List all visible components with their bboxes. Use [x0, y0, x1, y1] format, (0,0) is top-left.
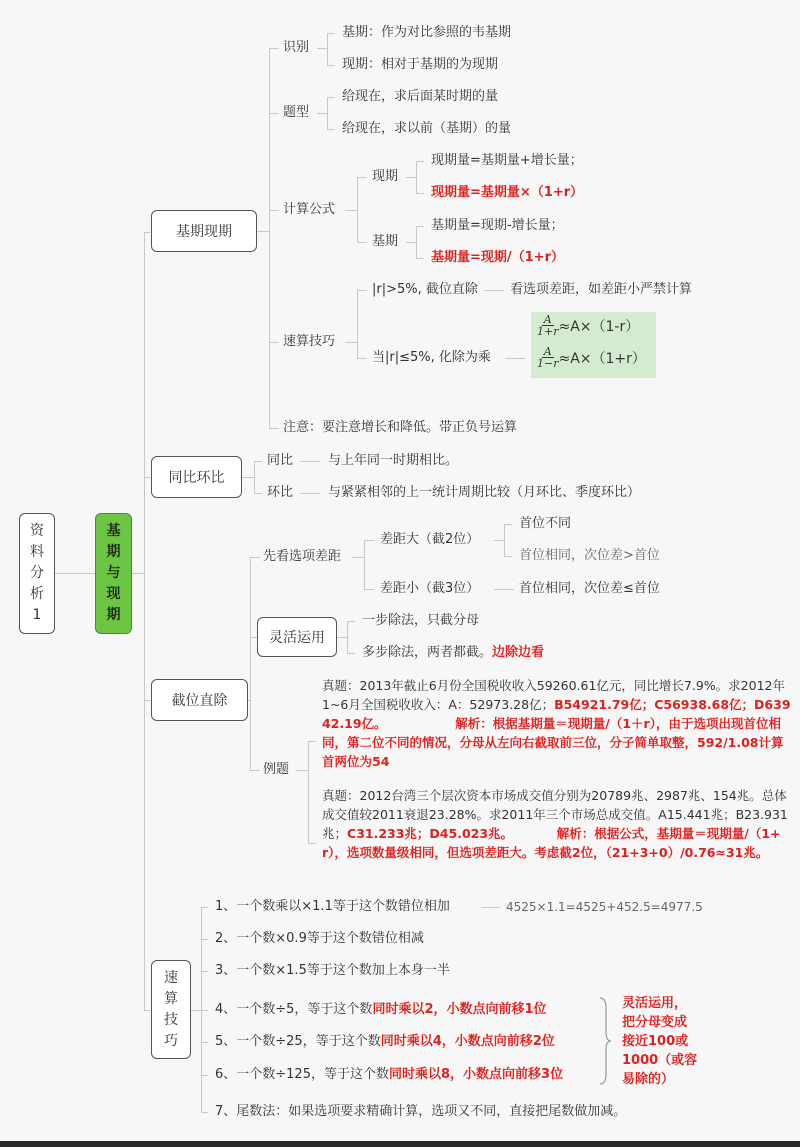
- node-yoy-mom[interactable]: [151, 456, 242, 498]
- node-label: 截位直除: [171, 693, 228, 709]
- topic-char: 期: [106, 544, 121, 560]
- trick-item-highlight: 同时乘以2，小数点向前移1位: [372, 1002, 547, 1017]
- look-gap-label: 先看选项差距: [263, 549, 342, 564]
- connector: [296, 770, 308, 771]
- quick-calc-rule-large-r: |r|>5%, 截位直除: [372, 282, 478, 297]
- connector: [308, 741, 309, 843]
- connector: [482, 907, 500, 908]
- small-gap-rule: 首位相同，次位差≤首位: [519, 581, 660, 596]
- formula-base-label: 基期: [372, 234, 399, 249]
- connector: [504, 556, 512, 557]
- mom-label: 环比: [267, 485, 294, 500]
- fraction-denominator: 1−r: [537, 357, 559, 370]
- examples-label: 例题: [263, 762, 290, 777]
- connector: [345, 342, 357, 343]
- connector: [269, 210, 279, 211]
- connector: [144, 477, 150, 478]
- node-char: 巧: [164, 1032, 178, 1049]
- approx-rhs: ≈A×（1-r）: [558, 318, 640, 335]
- connector: [242, 477, 254, 478]
- example-2-answer: C31.233兆；D45.023兆。 解析：根据公式，基期量＝现期量/（1+r），选项数量级相同，但选项差距大。考虑截2位，（21+3+0）/0.76≈31兆。: [322, 826, 781, 860]
- node-label: 基期现期: [176, 224, 232, 240]
- trick-item-7: 7、尾数法：如果选项要求精确计算，选项又不同，直接把尾数做加减。: [215, 1104, 627, 1119]
- connector: [269, 342, 279, 343]
- brace-note-line: 接近100或: [622, 1034, 689, 1049]
- connector: [357, 290, 358, 358]
- topic-char: 与: [106, 565, 121, 581]
- connector: [416, 258, 424, 259]
- trick-item-6: [215, 1066, 563, 1084]
- question-type-past: 给现在，求以前（基期）的量: [342, 121, 512, 136]
- formula-base-subtract: 基期量=现期-增长量；: [431, 218, 564, 233]
- connector: [269, 113, 279, 114]
- quick-calc-rule-large-r-note: 看选项差距，如差距小严禁计算: [510, 282, 693, 297]
- connector: [308, 843, 316, 844]
- connector: [406, 242, 416, 243]
- connector: [55, 573, 95, 574]
- root-char: 资: [30, 523, 44, 539]
- connector: [416, 226, 417, 258]
- example-1: [322, 676, 792, 771]
- trick-item-1-example: 4525×1.1=4525+452.5=4977.5: [506, 900, 703, 914]
- formula-current-add: 现期量=基期量+增长量；: [431, 153, 583, 168]
- connector: [144, 1010, 150, 1011]
- connector: [504, 524, 512, 525]
- trick-item-highlight: 同时乘以8，小数点向前移3位: [388, 1067, 564, 1082]
- trick-item-text: 5、一个数÷25，等于这个数: [215, 1034, 381, 1049]
- brace-note-line: 把分母变成: [622, 1015, 688, 1030]
- small-gap-label: 差距小（截3位）: [380, 581, 480, 596]
- connector: [317, 113, 327, 114]
- connector: [269, 428, 279, 429]
- connector: [352, 557, 364, 558]
- trick-item-4: [215, 1001, 547, 1019]
- connector: [201, 907, 208, 908]
- connector: [132, 573, 144, 574]
- example-1-question: 真题：2013年截止6月份全国税收收入59260.61亿元，同比增长7.9%。求2012年1~6月全国税收收入：A：52973.28亿；: [322, 678, 785, 712]
- connector: [327, 33, 335, 34]
- fraction: [537, 346, 558, 369]
- connector: [416, 161, 424, 162]
- connector: [250, 770, 260, 771]
- brace-note-line: 1000（或容: [622, 1053, 698, 1068]
- trick-item-text: 4、一个数÷5，等于这个数: [215, 1002, 373, 1017]
- connector: [357, 177, 358, 242]
- connector: [300, 493, 320, 494]
- formula-label: 计算公式: [283, 202, 336, 217]
- flexible-multi-step-text: 多步除法，两者都截。: [362, 645, 493, 660]
- fraction-numerator: A: [543, 345, 552, 358]
- connector: [347, 621, 355, 622]
- connector: [201, 1112, 208, 1113]
- approximation-formula-box: [531, 312, 656, 378]
- curly-brace-icon: [598, 996, 612, 1086]
- connector: [327, 33, 328, 65]
- connector: [201, 1075, 208, 1076]
- connector: [345, 210, 357, 211]
- flexible-one-step: 一步除法，只截分母: [362, 613, 480, 628]
- root-node[interactable]: [19, 513, 55, 634]
- fraction-numerator: A: [543, 313, 552, 326]
- trick-item-text: 6、一个数÷125，等于这个数: [215, 1067, 389, 1082]
- approx-rhs: ≈A×（1+r）: [558, 350, 646, 367]
- formula-base-divide: 基期量=现期/（1+r）: [431, 250, 564, 265]
- connector: [347, 621, 348, 653]
- fraction-denominator: 1+r: [537, 325, 559, 338]
- connector: [327, 97, 335, 98]
- mom-definition: 与紧紧相邻的上一统计周期比较（月环比、季度环比）: [328, 485, 641, 500]
- connector: [269, 48, 270, 428]
- trick-item-highlight: 同时乘以4，小数点向前移2位: [380, 1034, 555, 1049]
- bottom-border: [0, 1141, 800, 1147]
- flexible-multi-step: [362, 644, 544, 662]
- connector: [269, 48, 279, 49]
- connector: [254, 461, 255, 493]
- connector: [327, 129, 335, 130]
- connector: [308, 741, 316, 742]
- yoy-label: 同比: [267, 453, 294, 468]
- fraction: [537, 314, 558, 337]
- trick-item-2: 2、一个数×0.9等于这个数错位相减: [215, 931, 424, 946]
- question-type-future: 给现在，求后面某时期的量: [342, 89, 499, 104]
- connector: [317, 48, 327, 49]
- example-2: [322, 786, 792, 862]
- connector: [300, 461, 320, 462]
- connector: [257, 231, 269, 232]
- approx-formula-2: [537, 346, 646, 369]
- connector: [347, 653, 355, 654]
- connector: [504, 524, 505, 556]
- connector: [364, 540, 374, 541]
- connector: [406, 177, 416, 178]
- root-char: 析: [30, 586, 44, 602]
- topic-char: 现: [106, 586, 121, 602]
- connector: [250, 557, 251, 770]
- yoy-definition: 与上年同一时期相比。: [328, 453, 459, 468]
- connector: [250, 637, 257, 638]
- node-label: 同比环比: [168, 470, 225, 486]
- trick-item-3: 3、一个数×1.5等于这个数加上本身一半: [215, 963, 450, 978]
- brace-note-line: 灵活运用，: [622, 996, 688, 1011]
- connector: [505, 358, 525, 359]
- connector: [357, 358, 367, 359]
- node-truncate-divide[interactable]: [151, 679, 248, 721]
- formula-current-multiply: 现期量=基期量×（1+r）: [431, 185, 584, 200]
- connector: [494, 589, 514, 590]
- trick-item-5: [215, 1033, 555, 1051]
- flexible-multi-step-highlight: 边除边看: [492, 645, 545, 660]
- big-gap-label: 差距大（截2位）: [380, 532, 480, 547]
- quick-calc-label: 速算技巧: [283, 334, 336, 349]
- connector: [191, 1010, 201, 1011]
- connector: [416, 226, 424, 227]
- brace-note: [622, 994, 697, 1089]
- connector: [357, 290, 367, 291]
- connector: [364, 589, 374, 590]
- connector: [357, 242, 367, 243]
- root-char: 1: [32, 607, 42, 623]
- connector: [144, 700, 150, 701]
- connector: [144, 232, 145, 1010]
- connector: [250, 557, 260, 558]
- topic-char: 期: [106, 607, 121, 623]
- brace-note-line: 易除的）: [622, 1072, 675, 1087]
- identify-label: 识别: [283, 40, 310, 55]
- root-char: 料: [30, 544, 44, 560]
- question-type-label: 题型: [283, 105, 310, 120]
- identify-current-period: 现期：相对于基期的为现期: [342, 57, 499, 72]
- identify-base-period: 基期：作为对比参照的韦基期: [342, 25, 512, 40]
- connector: [416, 193, 424, 194]
- connector: [201, 939, 208, 940]
- node-char: 技: [164, 1011, 178, 1028]
- root-char: 分: [30, 565, 44, 581]
- formula-current-label: 现期: [372, 169, 399, 184]
- connector: [327, 97, 328, 129]
- node-char: 算: [164, 990, 178, 1007]
- example-1-answer: B54921.79亿；C56938.68亿；D63942.19亿。 解析：根据基期量＝现期量/（1＋r），由于选项出现首位相同，第二位不同的情况，分母从左向右截取前三位，分子简单取整，592/1.08计算首两位为54: [322, 697, 791, 769]
- node-jiqi-xianqi[interactable]: [151, 210, 257, 252]
- node-char: 速: [164, 969, 178, 986]
- connector: [357, 177, 367, 178]
- connector: [337, 637, 347, 638]
- connector: [364, 540, 365, 589]
- connector: [201, 1010, 208, 1011]
- connector: [201, 1042, 208, 1043]
- connector: [254, 461, 262, 462]
- node-flexible-use[interactable]: [257, 617, 337, 657]
- connector: [484, 290, 504, 291]
- connector: [494, 540, 504, 541]
- connector: [144, 232, 150, 233]
- connector: [201, 971, 208, 972]
- topic-char: 基: [106, 523, 121, 539]
- connector: [254, 493, 262, 494]
- node-label: 灵活运用: [269, 630, 325, 646]
- big-gap-first-digit-same: 首位相同，次位差>首位: [519, 548, 660, 563]
- note-text: 注意：要注意增长和降低。带正负号运算: [283, 420, 518, 435]
- quick-calc-rule-small-r: 当|r|≤5%, 化除为乘: [372, 350, 491, 365]
- connector: [327, 65, 335, 66]
- trick-item-1: 1、一个数乘以×1.1等于这个数错位相加: [215, 899, 450, 914]
- example-2-question: 真题：2012台湾三个层次资本市场成交值分别为20789兆、2987兆、154兆。总体成交值较2011衰退23.28%。求2011年三个市场总成交值。A15.441兆；B23.931兆；: [322, 788, 788, 841]
- connector: [416, 161, 417, 193]
- topic-node[interactable]: [95, 513, 132, 634]
- approx-formula-1: [537, 314, 639, 337]
- big-gap-first-digit-diff: 首位不同: [519, 516, 572, 531]
- node-quick-tricks[interactable]: [151, 960, 191, 1059]
